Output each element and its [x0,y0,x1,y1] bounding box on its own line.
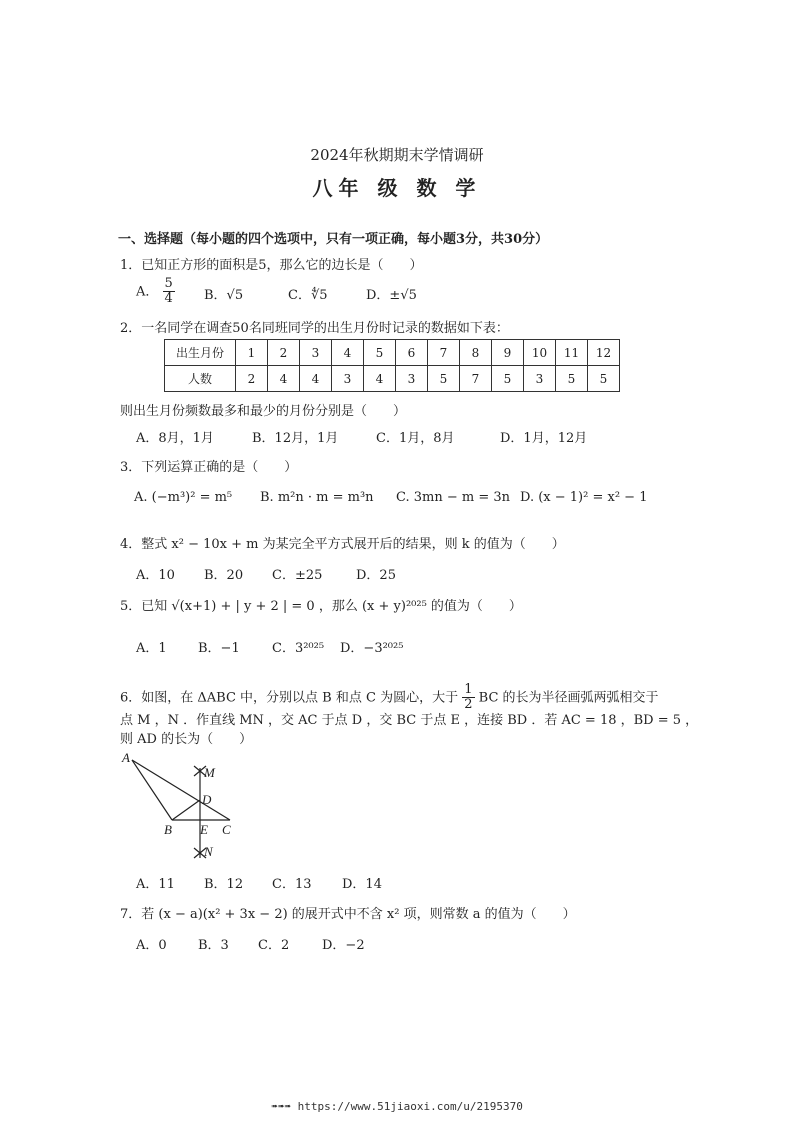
question-2: 2．一名同学在调查50名同班同学的出生月份时记录的数据如下表： [120,321,509,336]
q3-option-c: C. 3mn − m = 3n [396,490,511,505]
label-b: B [164,822,172,837]
segment-bd [172,800,200,820]
table-cell: 5 [364,340,396,366]
table-cell: 5 [428,366,460,392]
table-cell: 1 [236,340,268,366]
q3-option-a: A. (−m³)² = m⁵ [134,490,233,505]
q2-option-d: D．1月，12月 [500,431,588,446]
table-cell: 5 [556,366,588,392]
q1-option-a: A． $\frac{5}{4}$ [136,276,173,307]
table-cell: 9 [492,340,524,366]
table-cell: 5 [588,366,620,392]
segment-ab [132,760,172,820]
label-a: A [122,750,130,765]
q6-option-c: C．13 [272,877,312,892]
q1-option-b: B．√5 [204,288,244,303]
q5-option-c: C．3²⁰²⁵ [272,641,325,656]
label-m: M [204,765,215,780]
q4-option-b: B．20 [204,568,244,583]
q7-option-d: D．−2 [322,938,365,953]
footer-url[interactable]: ➠➠➠ https://www.51jiaoxi.com/u/2195370 [271,1100,523,1113]
table-cell: 2 [236,366,268,392]
table-cell: 11 [556,340,588,366]
q7-option-a: A．0 [136,938,167,953]
fraction-5-4: $\frac{5}{4}$ [164,276,173,307]
question-5: 5．已知 √(x+1) + | y + 2 | = 0 ，那么 (x + y)²⁰²⁵ 的值为（ ） [120,599,522,614]
table-cell: 2 [268,340,300,366]
table-cell: 3 [524,366,556,392]
label-c: C [222,822,231,837]
table-row-counts [165,366,620,392]
table-cell: 12 [588,340,620,366]
q5-option-d: D．−3²⁰²⁵ [340,641,404,656]
table-cell: 7 [428,340,460,366]
fraction-one-half: $\frac{1}{2}$ [464,682,473,713]
label-n: N [204,844,213,859]
q6-option-a: A．11 [136,877,175,892]
q6-option-d: D．14 [342,877,382,892]
table-cell: 5 [492,366,524,392]
q3-option-d: D. (x − 1)² = x² − 1 [520,490,648,505]
q4-option-c: C．±25 [272,568,323,583]
question-3: 3．下列运算正确的是（ ） [120,460,298,475]
label-e: E [200,822,208,837]
table-header-count: 人数 [165,366,236,392]
q7-option-c: C．2 [258,938,290,953]
question-6: 6．如图，在 ΔABC 中，分别以点 B 和点 C 为圆心，大于 $\frac{1}{2}$ BC 的长为半径画弧两弧相交于 [120,682,659,713]
question-4: 4．整式 x² − 10x + m 为某完全平方式展开后的结果，则 k 的值为（ ） [120,537,565,552]
question-1: 1．已知正方形的面积是5，那么它的边长是（ ） [120,258,423,273]
q1-option-c: C．∜5 [288,288,328,303]
question-6-line2: 点 M ，N ．作直线 MN ，交 AC 于点 D ，交 BC 于点 E ，连接 BD ．若 AC = 18 ，BD = 5 ， [120,713,699,728]
q3-option-b: B. m²n · m = m³n [260,490,374,505]
segment-ac [132,760,230,820]
table-cell: 10 [524,340,556,366]
table-cell: 4 [268,366,300,392]
table-row-months [165,340,620,366]
exam-title: 2024年秋期期末学情调研 [310,146,484,164]
question-7: 7．若 (x − a)(x² + 3x − 2) 的展开式中不含 x² 项，则常数 a 的值为（ ） [120,907,576,922]
q2-option-b: B．12月，1月 [252,431,339,446]
q2-option-a: A．8月，1月 [136,431,214,446]
table-cell: 4 [300,366,332,392]
triangle-figure [118,748,248,868]
q5-option-a: A．1 [136,641,167,656]
section-heading: 一、选择题（每小题的四个选项中，只有一项正确，每小题3分，共30分） [118,232,549,247]
table-cell: 6 [396,340,428,366]
q4-option-a: A．10 [136,568,175,583]
question-6-line3: 则 AD 的长为（ ） [120,732,253,747]
table-cell: 4 [364,366,396,392]
grade-title: 八年 级 数 学 [312,176,482,200]
q4-option-d: D．25 [356,568,396,583]
table-cell: 3 [300,340,332,366]
table-header-month: 出生月份 [165,340,236,366]
q2-option-c: C．1月，8月 [376,431,455,446]
q7-option-b: B．3 [198,938,229,953]
birth-month-table [164,339,620,392]
table-cell: 3 [332,366,364,392]
q1-option-d: D．±√5 [366,288,417,303]
table-cell: 4 [332,340,364,366]
table-cell: 3 [396,366,428,392]
label-d: D [202,792,212,807]
table-cell: 7 [460,366,492,392]
q6-option-b: B．12 [204,877,244,892]
table-cell: 8 [460,340,492,366]
question-2-followup: 则出生月份频数最多和最少的月份分别是（ ） [120,404,407,419]
q5-option-b: B．−1 [198,641,240,656]
